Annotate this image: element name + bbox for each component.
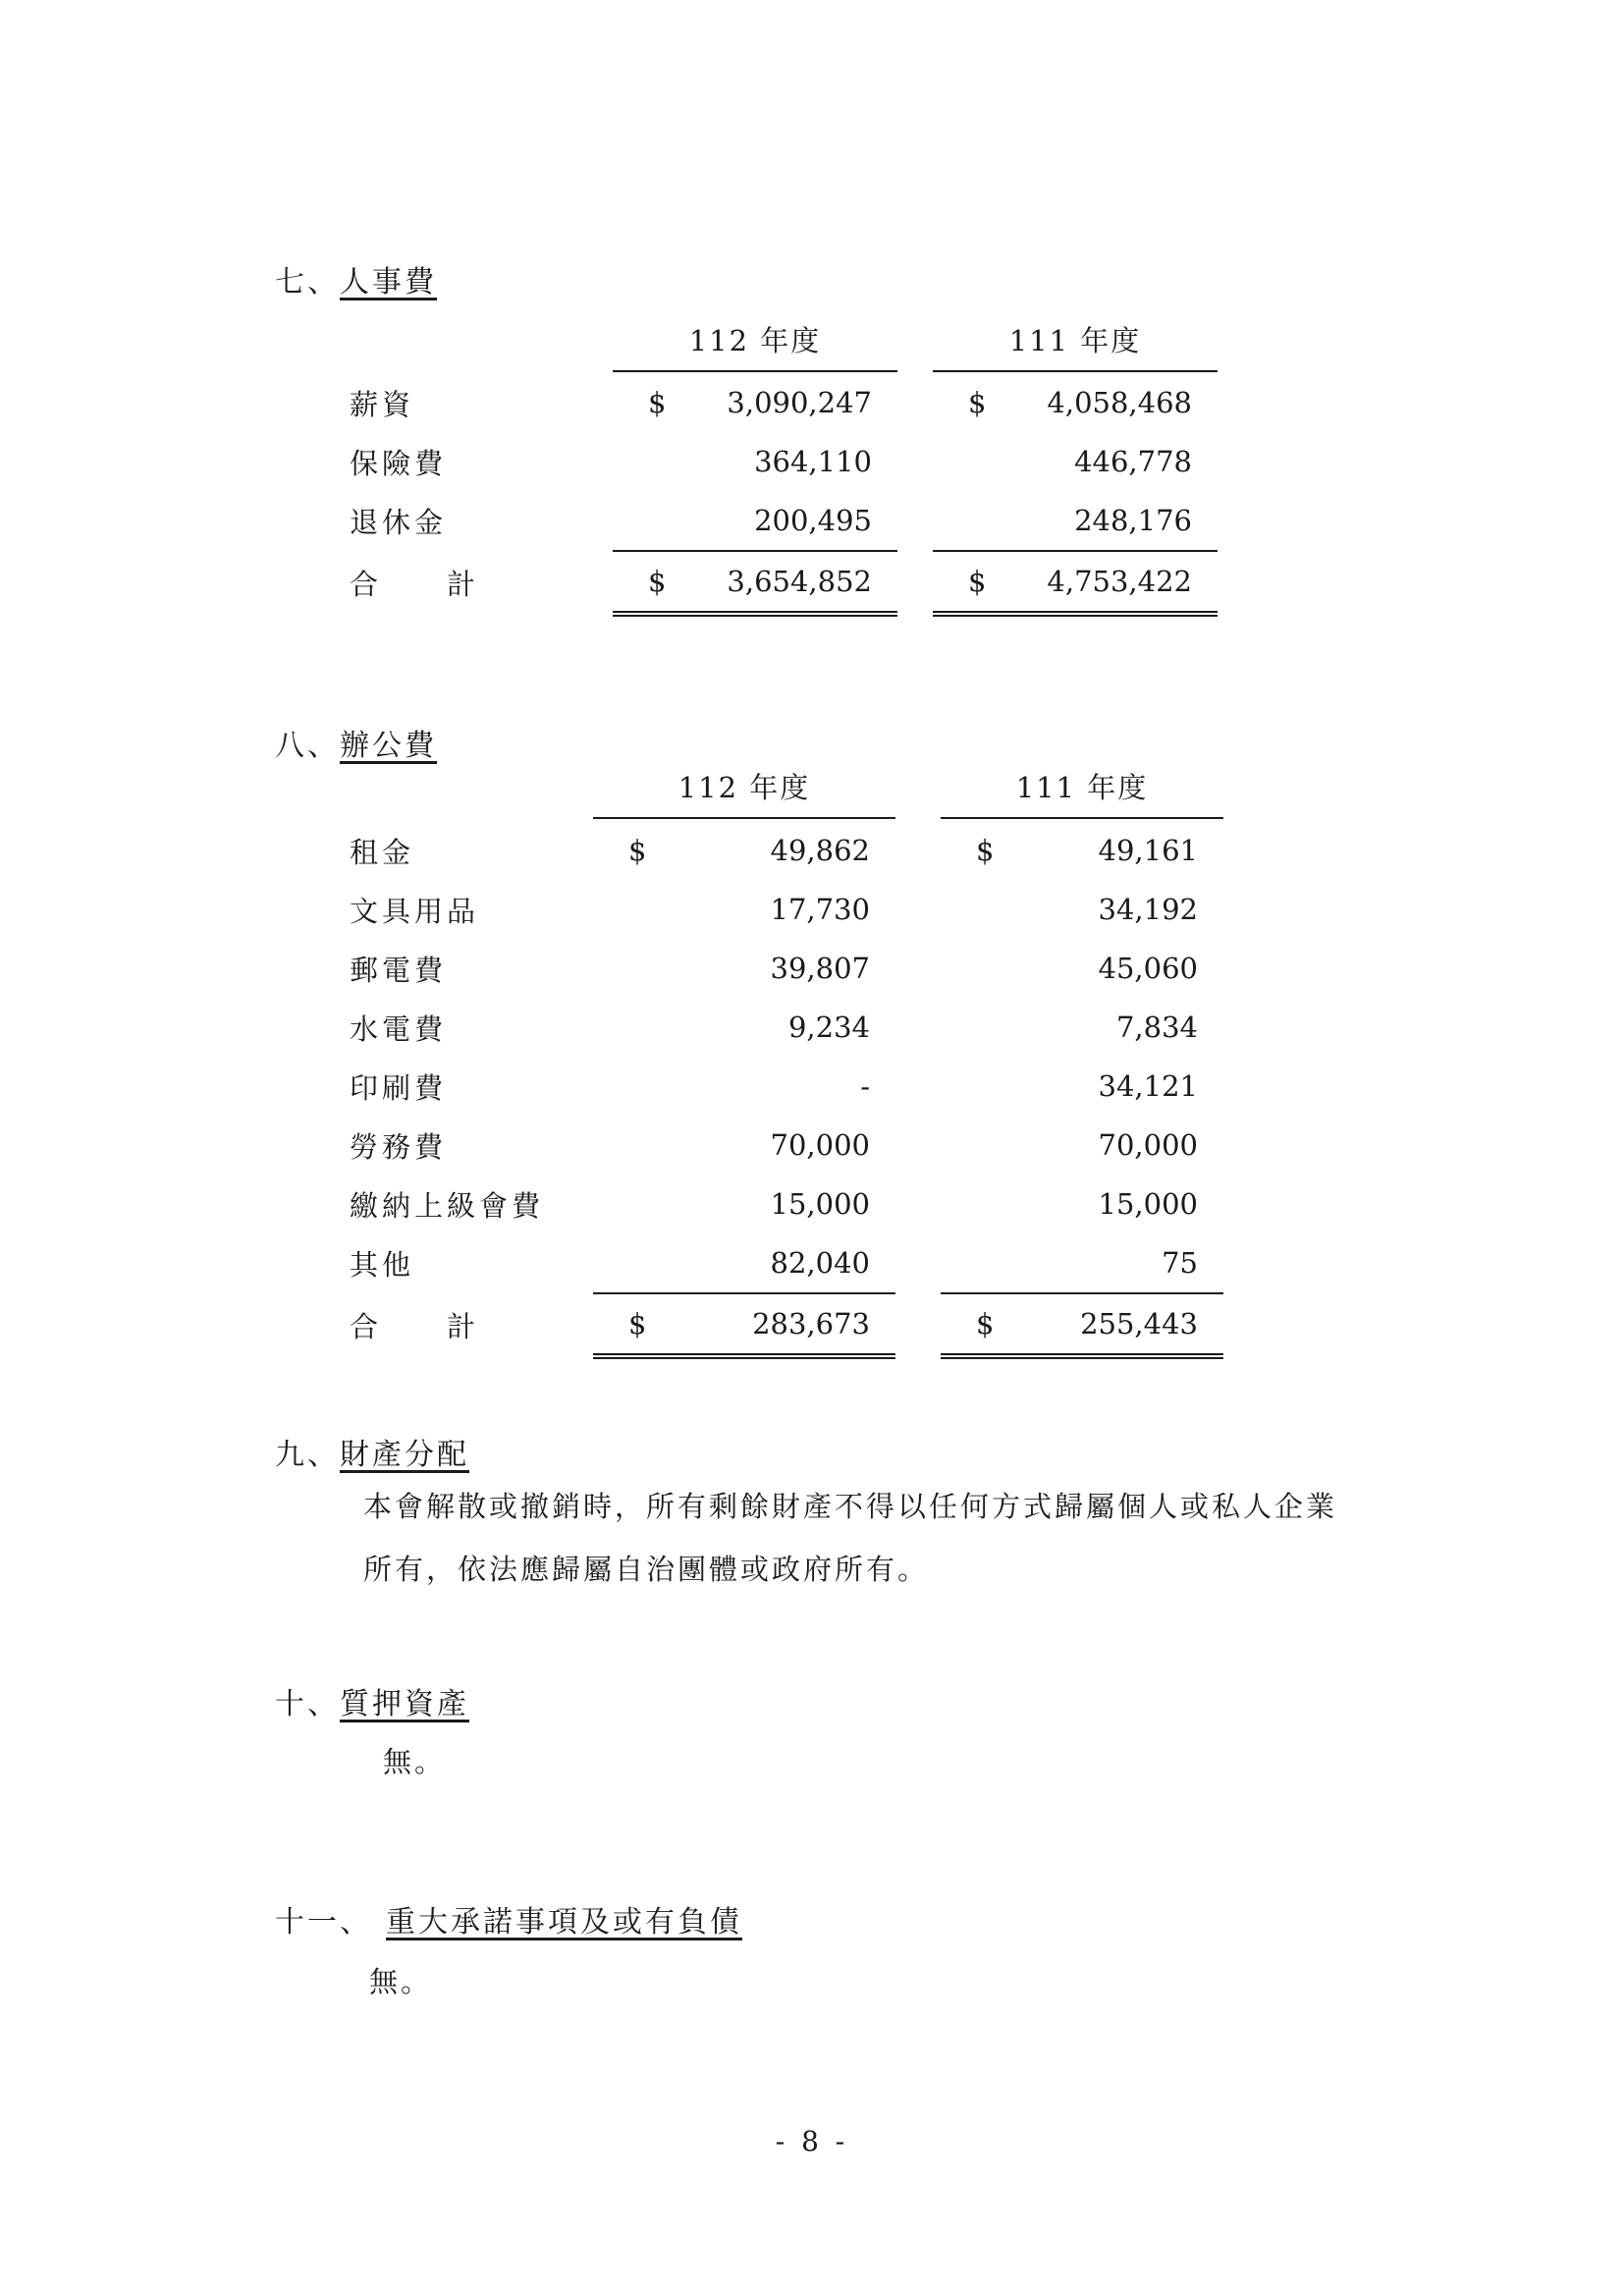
total-amount-112: 283,673 — [681, 1293, 895, 1356]
total-amount-111: 4,753,422 — [1021, 551, 1218, 614]
section-title: 重大承諾事項及或有負債 — [386, 1905, 742, 1940]
currency-symbol: $ — [648, 386, 667, 419]
amount-112: - — [860, 1069, 870, 1103]
column-rule — [933, 370, 1218, 372]
column-header-111: 111 年度 — [1015, 771, 1149, 804]
row-label: 郵電費 — [350, 953, 448, 987]
section-number: 十、 — [275, 1687, 340, 1722]
amount-111: 4,058,468 — [1047, 386, 1192, 419]
amount-111: 7,834 — [1115, 1011, 1198, 1044]
amount-112: 70,000 — [770, 1128, 870, 1162]
currency-symbol: $ — [593, 1293, 681, 1356]
pledged-paragraph — [383, 1730, 1384, 1793]
row-label: 水電費 — [350, 1011, 448, 1046]
section-heading-pledged — [275, 1679, 469, 1722]
amount-111: 45,060 — [1098, 952, 1198, 985]
total-row — [350, 1293, 1223, 1356]
amount-112: 49,862 — [770, 834, 870, 867]
currency-symbol — [933, 432, 1021, 491]
row-label: 租金 — [350, 835, 415, 869]
table-row — [350, 1233, 1223, 1293]
section-heading-property — [275, 1430, 469, 1473]
column-header-112: 112 年度 — [688, 324, 822, 357]
currency-symbol: $ — [628, 834, 647, 867]
currency-symbol — [593, 1116, 681, 1175]
office-expense-table — [350, 821, 1223, 1359]
currency-symbol — [593, 880, 681, 939]
currency-symbol — [593, 939, 681, 998]
table-row — [350, 821, 1223, 880]
amount-112: 200,495 — [754, 504, 872, 537]
currency-symbol: $ — [941, 1293, 1029, 1356]
table-row — [350, 432, 1218, 491]
currency-symbol — [941, 939, 1029, 998]
currency-symbol — [593, 1057, 681, 1116]
amount-111: 34,192 — [1098, 893, 1198, 926]
row-label: 勞務費 — [350, 1129, 448, 1164]
amount-112: 15,000 — [770, 1187, 870, 1221]
paragraph-line: 所有，依法應歸屬自治團體或政府所有。 — [363, 1553, 930, 1586]
column-rule — [941, 817, 1223, 819]
row-label: 文具用品 — [350, 894, 480, 928]
section-number: 九、 — [275, 1438, 340, 1472]
personnel-expense-table — [350, 373, 1218, 617]
section-title: 辦公費 — [340, 729, 437, 763]
section-number: 八、 — [275, 729, 340, 763]
amount-111: 446,778 — [1074, 445, 1192, 478]
currency-symbol — [593, 998, 681, 1057]
table-row — [350, 373, 1218, 432]
amount-112: 82,040 — [770, 1246, 870, 1280]
commitments-paragraph — [369, 1950, 1371, 2013]
currency-symbol — [933, 491, 1021, 551]
amount-112: 3,090,247 — [727, 386, 872, 419]
table-row — [350, 1057, 1223, 1116]
total-label: 合 計 — [350, 567, 480, 601]
currency-symbol — [613, 491, 701, 551]
amount-111: 248,176 — [1074, 504, 1192, 537]
section-heading-personnel — [275, 257, 437, 301]
total-label: 合 計 — [350, 1309, 480, 1343]
section-title: 人事費 — [340, 265, 437, 300]
column-rule — [593, 817, 895, 819]
page-number: - 8 - — [775, 2125, 849, 2158]
currency-symbol: $ — [613, 551, 701, 614]
row-label: 保險費 — [350, 446, 448, 480]
section-heading-office — [275, 721, 437, 764]
table-row — [350, 880, 1223, 939]
amount-111: 49,161 — [1098, 834, 1198, 867]
currency-symbol: $ — [933, 551, 1021, 614]
amount-112: 17,730 — [770, 893, 870, 926]
paragraph-line: 本會解散或撤銷時，所有剩餘財產不得以任何方式歸屬個人或私人企業 — [363, 1490, 1338, 1523]
section-number: 十一、 — [275, 1905, 372, 1940]
currency-symbol — [941, 1116, 1029, 1175]
currency-symbol — [941, 1057, 1029, 1116]
currency-symbol: $ — [976, 834, 995, 867]
amount-111: 75 — [1162, 1246, 1198, 1280]
row-label: 薪資 — [350, 387, 415, 421]
table-row — [350, 1116, 1223, 1175]
table-row — [350, 939, 1223, 998]
currency-symbol — [593, 1233, 681, 1293]
property-paragraph — [363, 1475, 1365, 1601]
currency-symbol — [941, 998, 1029, 1057]
total-row — [350, 551, 1218, 614]
paragraph-line: 無。 — [383, 1745, 447, 1778]
currency-symbol: $ — [968, 386, 987, 419]
table-row — [350, 491, 1218, 551]
amount-112: 364,110 — [754, 445, 872, 478]
column-header-112: 112 年度 — [677, 771, 811, 804]
column-header-111: 111 年度 — [1008, 324, 1142, 357]
amount-112: 9,234 — [787, 1011, 870, 1044]
currency-symbol — [941, 1175, 1029, 1233]
currency-symbol — [941, 1233, 1029, 1293]
section-number: 七、 — [275, 265, 340, 300]
section-title: 財產分配 — [340, 1438, 469, 1472]
amount-111: 15,000 — [1098, 1187, 1198, 1221]
section-title: 質押資產 — [340, 1687, 469, 1722]
amount-111: 70,000 — [1098, 1128, 1198, 1162]
total-amount-112: 3,654,852 — [701, 551, 897, 614]
row-label: 其他 — [350, 1248, 415, 1282]
section-heading-commitments — [275, 1897, 742, 1941]
amount-112: 39,807 — [770, 952, 870, 985]
currency-symbol — [941, 880, 1029, 939]
row-label: 繳納上級會費 — [350, 1188, 545, 1223]
amount-111: 34,121 — [1098, 1069, 1198, 1103]
table-row — [350, 1175, 1223, 1233]
total-amount-111: 255,443 — [1029, 1293, 1223, 1356]
column-rule — [613, 370, 897, 372]
row-label: 印刷費 — [350, 1070, 448, 1105]
currency-symbol — [593, 1175, 681, 1233]
currency-symbol — [613, 432, 701, 491]
row-label: 退休金 — [350, 506, 448, 539]
table-row — [350, 998, 1223, 1057]
paragraph-line: 無。 — [369, 1965, 433, 1998]
